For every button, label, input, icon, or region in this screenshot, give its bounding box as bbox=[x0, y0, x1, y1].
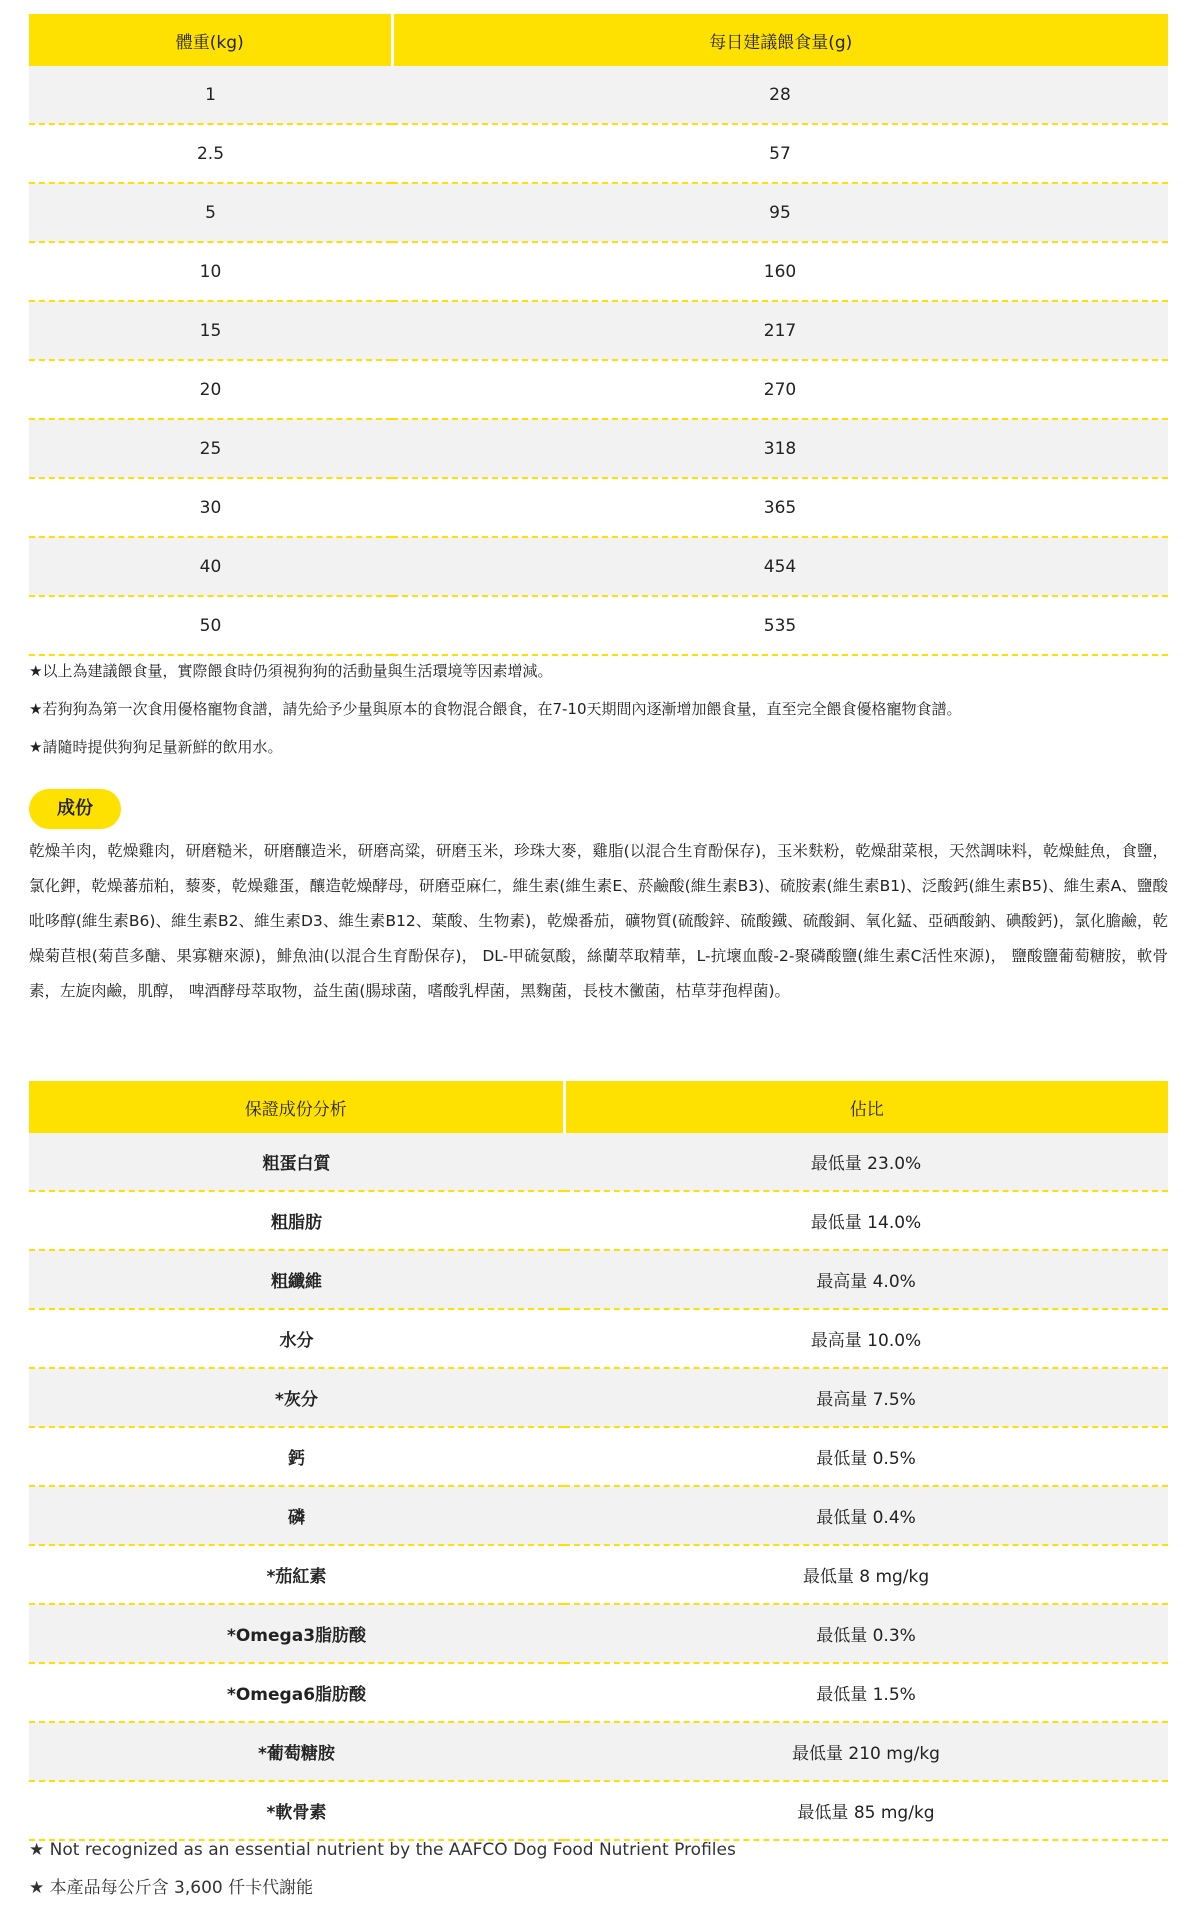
nutrient-name: *葡萄糖胺 bbox=[29, 1722, 564, 1781]
nutrient-value: 最低量 8 mg/kg bbox=[564, 1545, 1168, 1604]
table-row bbox=[29, 1545, 1168, 1604]
nutrient-name: 粗蛋白質 bbox=[29, 1133, 564, 1191]
amount-cell: 454 bbox=[392, 537, 1168, 596]
weight-cell: 25 bbox=[29, 419, 392, 478]
weight-cell: 15 bbox=[29, 301, 392, 360]
nutrition-table bbox=[29, 1081, 1168, 1841]
nutrient-name: *Omega6脂肪酸 bbox=[29, 1663, 564, 1722]
amount-cell: 365 bbox=[392, 478, 1168, 537]
feeding-note: ★以上為建議餵食量，實際餵食時仍須視狗狗的活動量與生活環境等因素增減。 bbox=[29, 662, 553, 680]
table-row bbox=[29, 1663, 1168, 1722]
weight-cell: 50 bbox=[29, 596, 392, 655]
weight-cell: 10 bbox=[29, 242, 392, 301]
footnotes bbox=[29, 1831, 1168, 1907]
feeding-table-header bbox=[29, 14, 1168, 66]
table-row bbox=[29, 1486, 1168, 1545]
table-row bbox=[29, 124, 1168, 183]
nutrient-value: 最低量 210 mg/kg bbox=[564, 1722, 1168, 1781]
analysis-header: 保證成份分析 bbox=[29, 1081, 564, 1133]
nutrition-table-section bbox=[29, 1081, 1168, 1841]
weight-cell: 40 bbox=[29, 537, 392, 596]
feeding-table bbox=[29, 14, 1168, 656]
amount-cell: 28 bbox=[392, 66, 1168, 124]
nutrient-value: 最高量 4.0% bbox=[564, 1250, 1168, 1309]
nutrient-name: 鈣 bbox=[29, 1427, 564, 1486]
table-row bbox=[29, 242, 1168, 301]
nutrient-name: *茄紅素 bbox=[29, 1545, 564, 1604]
table-row bbox=[29, 183, 1168, 242]
nutrient-value: 最低量 0.4% bbox=[564, 1486, 1168, 1545]
table-row bbox=[29, 419, 1168, 478]
table-row bbox=[29, 1604, 1168, 1663]
table-row bbox=[29, 301, 1168, 360]
nutrient-value: 最低量 85 mg/kg bbox=[564, 1781, 1168, 1840]
amount-cell: 318 bbox=[392, 419, 1168, 478]
amount-cell: 57 bbox=[392, 124, 1168, 183]
weight-header: 體重(kg) bbox=[29, 14, 392, 66]
table-row bbox=[29, 1722, 1168, 1781]
nutrient-name: *軟骨素 bbox=[29, 1781, 564, 1840]
nutrient-value: 最低量 0.3% bbox=[564, 1604, 1168, 1663]
table-row bbox=[29, 66, 1168, 124]
feeding-table-section bbox=[29, 14, 1168, 656]
amount-cell: 95 bbox=[392, 183, 1168, 242]
daily-amount-header: 每日建議餵食量(g) bbox=[392, 14, 1168, 66]
nutrient-value: 最低量 1.5% bbox=[564, 1663, 1168, 1722]
nutrient-name: 磷 bbox=[29, 1486, 564, 1545]
amount-cell: 217 bbox=[392, 301, 1168, 360]
ingredients-text: 乾燥羊肉，乾燥雞肉，研磨糙米，研磨釀造米，研磨高粱，研磨玉米，珍珠大麥，雞脂(以混合生育酚保存)，玉米麩粉，乾燥甜菜根，天然調味料，乾燥鮭魚，食鹽，氯化鉀，乾燥蕃茄粕，藜麥，乾燥雞蛋，釀造乾燥酵母，研磨亞麻仁，維生素(維生素E、菸鹼酸(維生素B3)、硫胺素(維生素B1)、泛酸鈣(維生素B5)、維生素A、鹽酸吡哆醇(維生素B6)、維生素B2、維生素D3、維生素B12、葉酸、生物素)，乾燥番茄，礦物質(硫酸鋅、硫酸鐵、硫酸銅、氧化錳、亞硒酸鈉、碘酸鈣)，氯化膽鹼，乾燥菊苣根(菊苣多醣、果寡糖來源)，鯡魚油(以混合生育酚保存)， DL-甲硫氨酸，絲蘭萃取精華，L-抗壞血酸-2-聚磷酸鹽(維生素C活性來源)， 鹽酸鹽葡萄糖胺，軟骨素，左旋肉鹼，肌醇， 啤酒酵母萃取物，益生菌(腸球菌，嗜酸乳桿菌，黑麴菌，長枝木黴菌，枯草芽孢桿菌)。 bbox=[29, 842, 1168, 1000]
ingredients-label: 成份 bbox=[29, 789, 121, 829]
table-row bbox=[29, 596, 1168, 655]
table-row bbox=[29, 1309, 1168, 1368]
amount-cell: 535 bbox=[392, 596, 1168, 655]
feeding-notes bbox=[29, 652, 1168, 766]
weight-cell: 5 bbox=[29, 183, 392, 242]
ratio-header: 佔比 bbox=[564, 1081, 1168, 1133]
table-row bbox=[29, 360, 1168, 419]
table-row bbox=[29, 478, 1168, 537]
nutrient-name: *灰分 bbox=[29, 1368, 564, 1427]
nutrient-value: 最高量 7.5% bbox=[564, 1368, 1168, 1427]
footnote: ★ 本產品每公斤含 3,600 仟卡代謝能 bbox=[29, 1878, 314, 1898]
nutrient-name: 粗脂肪 bbox=[29, 1191, 564, 1250]
nutrient-value: 最高量 10.0% bbox=[564, 1309, 1168, 1368]
table-row bbox=[29, 1250, 1168, 1309]
table-row bbox=[29, 537, 1168, 596]
nutrition-table-header bbox=[29, 1081, 1168, 1133]
weight-cell: 1 bbox=[29, 66, 392, 124]
footnote: ★ Not recognized as an essential nutrient by the AAFCO Dog Food Nutrient Profiles bbox=[29, 1840, 736, 1860]
table-row bbox=[29, 1191, 1168, 1250]
amount-cell: 270 bbox=[392, 360, 1168, 419]
table-row bbox=[29, 1427, 1168, 1486]
nutrient-name: 粗纖維 bbox=[29, 1250, 564, 1309]
nutrient-name: 水分 bbox=[29, 1309, 564, 1368]
weight-cell: 30 bbox=[29, 478, 392, 537]
feeding-note: ★請隨時提供狗狗足量新鮮的飲用水。 bbox=[29, 738, 283, 756]
nutrient-name: *Omega3脂肪酸 bbox=[29, 1604, 564, 1663]
nutrient-value: 最低量 0.5% bbox=[564, 1427, 1168, 1486]
table-row bbox=[29, 1133, 1168, 1191]
amount-cell: 160 bbox=[392, 242, 1168, 301]
table-row bbox=[29, 1368, 1168, 1427]
nutrient-value: 最低量 14.0% bbox=[564, 1191, 1168, 1250]
weight-cell: 2.5 bbox=[29, 124, 392, 183]
feeding-note: ★若狗狗為第一次食用優格寵物食譜，請先給予少量與原本的食物混合餵食，在7-10天期間內逐漸增加餵食量，直至完全餵食優格寵物食譜。 bbox=[29, 700, 962, 718]
weight-cell: 20 bbox=[29, 360, 392, 419]
nutrient-value: 最低量 23.0% bbox=[564, 1133, 1168, 1191]
